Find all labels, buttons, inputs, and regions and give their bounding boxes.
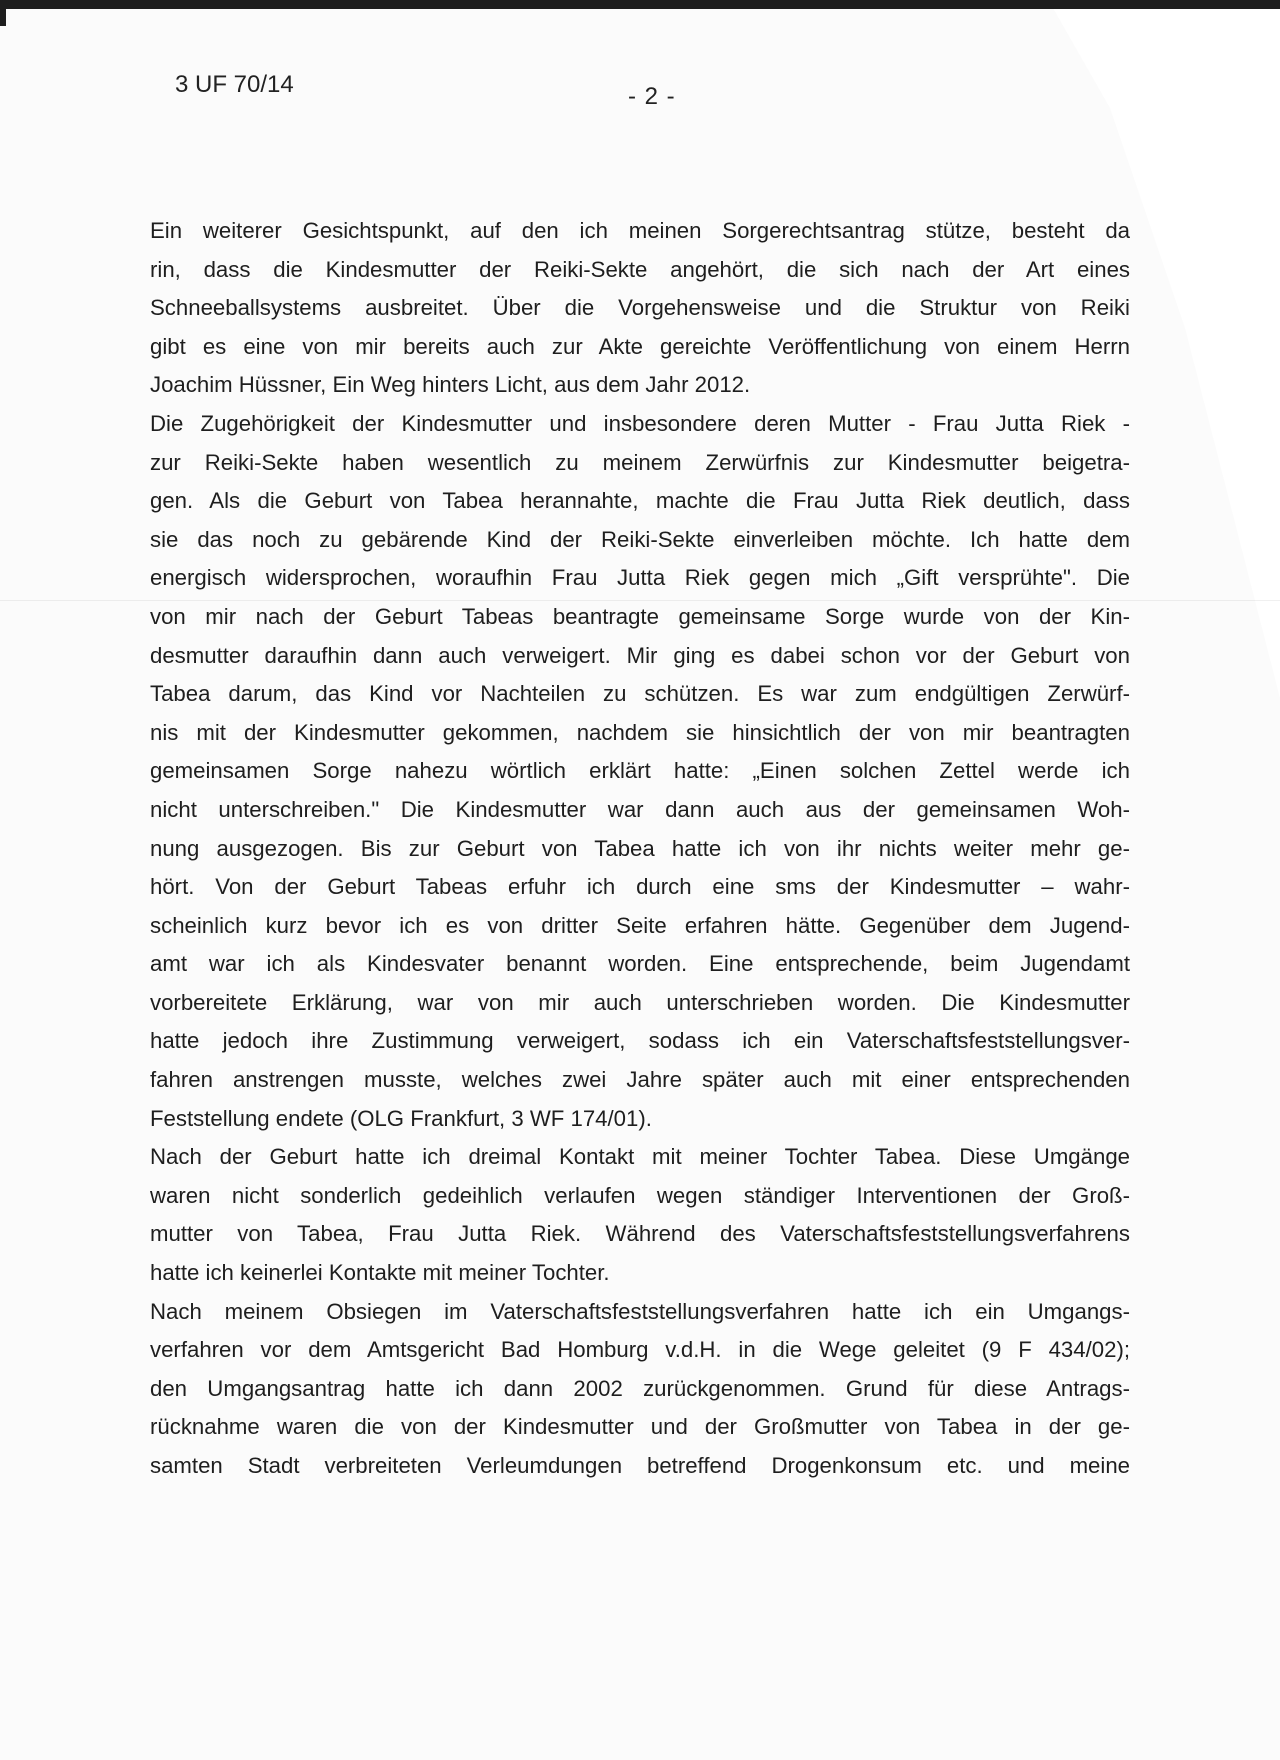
text-line: zur Reiki-Sekte haben wesentlich zu meinem Zerwürfnis zur Kindesmutter beigetra-: [150, 449, 1130, 475]
text-line: Joachim Hüssner, Ein Weg hinters Licht, aus dem Jahr 2012.: [150, 372, 751, 398]
text-line: Nach der Geburt hatte ich dreimal Kontakt mit meiner Tochter Tabea. Diese Umgänge: [150, 1144, 1130, 1170]
text-line: von mir nach der Geburt Tabeas beantragte gemeinsame Sorge wurde von der Kin-: [150, 603, 1130, 629]
text-line: desmutter daraufhin dann auch verweigert. Mir ging es dabei schon vor der Geburt von: [150, 642, 1130, 668]
text-line: gemeinsamen Sorge nahezu wörtlich erklärt hatte: „Einen solchen Zettel werde ich: [150, 758, 1130, 784]
text-line: energisch widersprochen, woraufhin Frau Jutta Riek gegen mich „Gift versprühte". Die: [150, 565, 1130, 591]
case-number: 3 UF 70/14: [175, 71, 294, 98]
text-line: rin, dass die Kindesmutter der Reiki-Sekte angehört, die sich nach der Art eines: [150, 256, 1130, 282]
text-line: sie das noch zu gebärende Kind der Reiki-Sekte einverleiben möchte. Ich hatte dem: [150, 526, 1130, 552]
text-line: gibt es eine von mir bereits auch zur Akte gereichte Veröffentlichung von einem Herrn: [150, 333, 1130, 359]
text-line: Die Zugehörigkeit der Kindesmutter und insbesondere deren Mutter - Frau Jutta Riek -: [150, 410, 1130, 436]
text-line: samten Stadt verbreiteten Verleumdungen betreffend Drogenkonsum etc. und meine: [150, 1453, 1130, 1478]
text-line: Ein weiterer Gesichtspunkt, auf den ich meinen Sorgerechtsantrag stütze, besteht da: [150, 218, 1130, 243]
text-line: Tabea darum, das Kind vor Nachteilen zu schützen. Es war zum endgültigen Zerwürf-: [150, 681, 1130, 707]
text-line: waren nicht sonderlich gedeihlich verlaufen wegen ständiger Interventionen der Groß-: [150, 1182, 1130, 1208]
text-line: Feststellung endete (OLG Frankfurt, 3 WF 174/01).: [150, 1105, 652, 1131]
text-line: gen. Als die Geburt von Tabea herannahte, machte die Frau Jutta Riek deutlich, dass: [150, 488, 1130, 514]
text-line: hatte ich keinerlei Kontakte mit meiner Tochter.: [150, 1260, 610, 1286]
text-line: Nach meinem Obsiegen im Vaterschaftsfeststellungsverfahren hatte ich ein Umgangs-: [150, 1298, 1130, 1324]
page-header: [0, 70, 1280, 110]
text-line: Schneeballsystems ausbreitet. Über die Vorgehensweise und die Struktur von Reiki: [150, 295, 1130, 321]
text-line: mutter von Tabea, Frau Jutta Riek. Während des Vaterschaftsfeststellungsverfahrens: [150, 1221, 1130, 1247]
text-line: nis mit der Kindesmutter gekommen, nachdem sie hinsichtlich der von mir beantragten: [150, 719, 1130, 745]
text-line: nung ausgezogen. Bis zur Geburt von Tabea hatte ich von ihr nichts weiter mehr ge-: [150, 835, 1130, 861]
text-line: amt war ich als Kindesvater benannt worden. Eine entsprechende, beim Jugendamt: [150, 951, 1130, 977]
text-line: verfahren vor dem Amtsgericht Bad Homburg v.d.H. in die Wege geleitet (9 F 434/02);: [150, 1337, 1130, 1363]
text-line: hört. Von der Geburt Tabeas erfuhr ich durch eine sms der Kindesmutter – wahr-: [150, 874, 1130, 900]
text-line: scheinlich kurz bevor ich es von dritter Seite erfahren hätte. Gegenüber dem Jugend-: [150, 912, 1130, 938]
scan-edge-left: [0, 0, 6, 26]
text-line: rücknahme waren die von der Kindesmutter und der Großmutter von Tabea in der ge-: [150, 1414, 1130, 1440]
text-line: fahren anstrengen musste, welches zwei Jahre später auch mit einer entsprechenden: [150, 1067, 1130, 1093]
text-line: hatte jedoch ihre Zustimmung verweigert, sodass ich ein Vaterschaftsfeststellungsver-: [150, 1028, 1130, 1054]
scan-edge-top: [0, 0, 1280, 9]
text-line: den Umgangsantrag hatte ich dann 2002 zurückgenommen. Grund für diese Antrags-: [150, 1375, 1130, 1401]
text-line: vorbereitete Erklärung, war von mir auch unterschrieben worden. Die Kindesmutter: [150, 989, 1130, 1015]
text-line: nicht unterschreiben." Die Kindesmutter war dann auch aus der gemeinsamen Woh-: [150, 796, 1130, 822]
letter-body: [150, 212, 1130, 1486]
page-number: - 2 -: [628, 83, 676, 110]
